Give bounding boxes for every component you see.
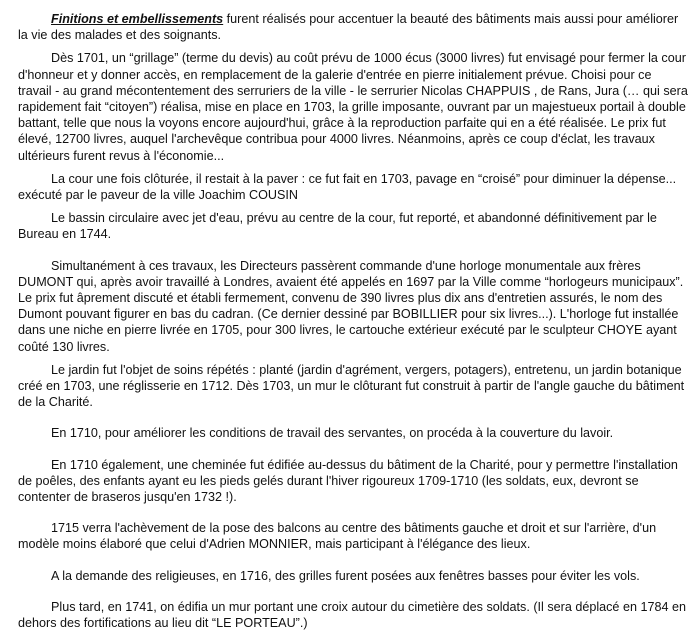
paragraph-grilles: A la demande des religieuses, en 1716, des grilles furent posées aux fenêtres basses pour éviter les vols.	[51, 568, 640, 583]
intro-paragraph	[18, 11, 688, 43]
intro-text: furent réalisés pour accentuer la beauté des bâtiments mais aussi pour améliorer la vie des malades et des soignants.	[18, 12, 679, 43]
paragraph-horloge: Simultanément à ces travaux, les Directeurs passèrent commande d'une horloge monumentale aux frères DUMONT qui, après avoir travaillé à Londres, avaient été appelés en 1697 par la Ville comme “horlogeurs municipaux”. Le prix fut âprement discuté et établi fermement, convenu de 390 livres plus dix ans d'entretien assurés, le nom des Dumont pouvant figurer en bas du cadran. (Ce dernier dessiné par BOBILLIER pour six livres...). L'horloge fut installée dans une niche en pierre livrée en 1705, pour 300 livres, le cartouche extérieur exécuté par le sculpteur CHOYE ayant coûté 130 livres.	[18, 258, 684, 354]
paragraph-bassin: Le bassin circulaire avec jet d'eau, prévu au centre de la cour, fut reporté, et abandonné définitivement par le Bureau en 1744.	[18, 211, 657, 242]
section-title: Finitions et embellissements	[51, 12, 224, 26]
paragraph-cheminee: En 1710 également, une cheminée fut édifiée au-dessus du bâtiment de la Charité, pour y permettre l'installation de poêles, des enfants ayant eu les pieds gelés durant l'hiver rigoureux 1709-1710 (les soldats, eux, devront se contenter de braseros jusqu'en 1732 !).	[18, 457, 678, 505]
paragraph-cimetiere: Plus tard, en 1741, on édifia un mur portant une croix autour du cimetière des soldats. (Il sera déplacé en 1784 en dehors des fortifications au lieu dit “LE PORTEAU”.)	[18, 599, 686, 631]
paragraph-grille: Dès 1701, un “grillage” (terme du devis) au coût prévu de 1000 écus (3000 livres) fut envisagé pour fermer la cour d'honneur et y donner accès, en remplacement de la galerie d'entrée en pierre initialement prévue. Choisi pour ce travail - au grand mécontentement des serruriers de la ville - le serrurier Nicolas CHAPPUIS , de Rans, Jura (… qui sera rapidement fait “citoyen”) réalisa, mise en place en 1703, la grille imposante, ouvrant par un majestueux portail à double battant, telle que nous la voyons encore aujourd'hui, grâce à la reproduction parfaite qui en a été réalisée. Le prix fut élevé, 12700 livres, auquel l'archevêque contribua pour 4000 livres. Néanmoins, après ce coup d'éclat, les travaux ultérieurs furent revus à l'économie...	[18, 51, 688, 163]
paragraph-pavage: La cour une fois clôturée, il restait à la paver : ce fut fait en 1703, pavage en “croisé” pour diminuer la dépense... exécuté par le paveur de la ville Joachim COUSIN	[18, 171, 677, 203]
paragraph-lavoir: En 1710, pour améliorer les conditions de travail des servantes, on procéda à la couverture du lavoir.	[51, 426, 614, 441]
paragraph-jardin: Le jardin fut l'objet de soins répétés : planté (jardin d'agrément, vergers, potagers), entretenu, un jardin botanique créé en 1703, une réglisserie en 1712. Dès 1703, un mur le clôturant fut construit à partir de l'angle gauche du bâtiment de la Charité.	[18, 362, 685, 410]
paragraph-balcons: 1715 verra l'achèvement de la pose des balcons au centre des bâtiments gauche et droit et sur l'arrière, d'un modèle moins élaboré que celui d'Adrien MONNIER, mais participant à l'élégance des lieux.	[18, 521, 657, 552]
